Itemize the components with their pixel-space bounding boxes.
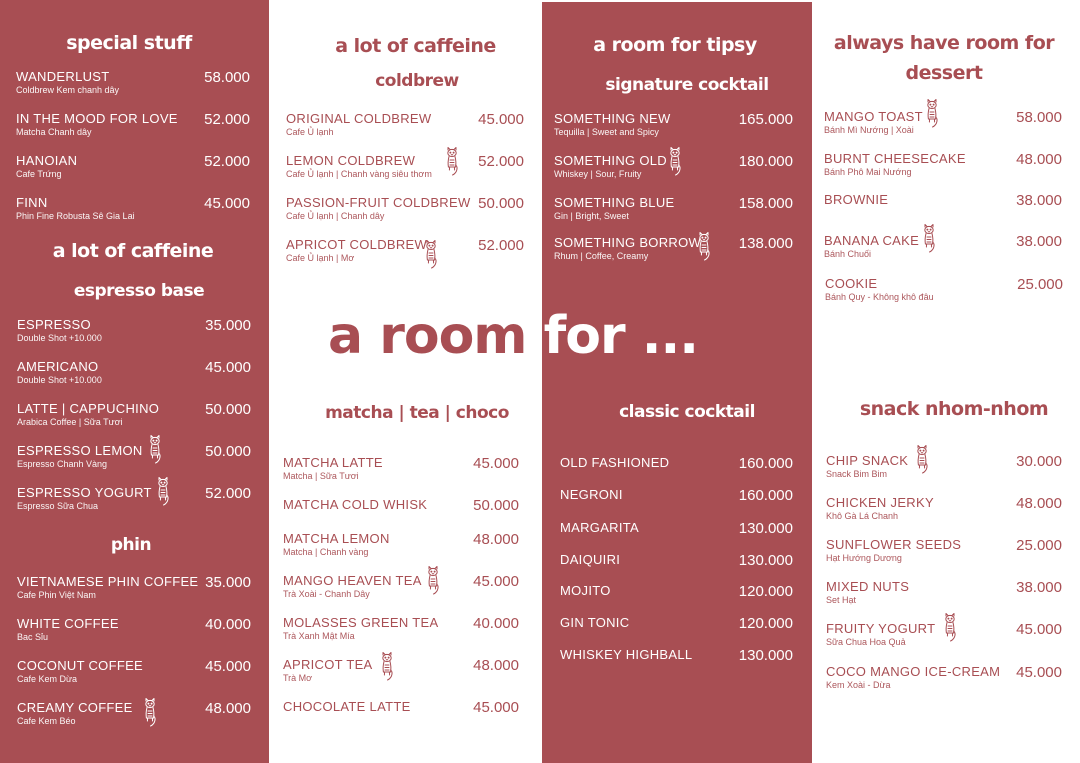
menu-item	[560, 647, 793, 677]
item-price: 45.000	[1016, 664, 1062, 681]
item-name: WHISKEY HIGHBALL	[560, 647, 693, 662]
section-heading-dessert: always have room for	[833, 32, 1055, 54]
menu-column-4	[812, 0, 1080, 763]
item-desc: Matcha | Chanh vàng	[283, 547, 369, 557]
item-price: 52.000	[204, 111, 250, 128]
section-heading-tipsy: a room for tipsy	[593, 34, 757, 56]
item-desc: Kem Xoài - Dừa	[826, 680, 891, 690]
item-price: 38.000	[1016, 579, 1062, 596]
item-price: 180.000	[738, 153, 793, 170]
item-price: 25.000	[1017, 276, 1063, 293]
menu-item	[286, 237, 524, 267]
item-name: ESPRESSO YOGURT	[17, 485, 152, 500]
menu-item	[826, 537, 1062, 567]
menu-item	[16, 153, 250, 183]
menu-item	[17, 485, 251, 515]
item-price: 48.000	[473, 657, 519, 674]
item-price: 48.000	[1016, 151, 1062, 168]
menu-item	[17, 317, 251, 347]
item-desc: Cafe Kem Béo	[17, 716, 76, 726]
menu-item	[554, 111, 793, 141]
item-desc: Khô Gà Lá Chanh	[826, 511, 899, 521]
menu-item	[825, 276, 1063, 306]
item-price: 58.000	[1016, 109, 1062, 126]
item-desc: Sữa Chua Hoa Quả	[826, 637, 906, 647]
item-price: 40.000	[205, 616, 251, 633]
item-name: MARGARITA	[560, 520, 640, 535]
item-desc: Bac Sỉu	[17, 632, 49, 642]
menu-item	[17, 443, 251, 473]
menu-item	[283, 615, 519, 645]
item-desc: Cafe Trứng	[16, 169, 62, 179]
item-price: 38.000	[1016, 233, 1062, 250]
item-name: ESPRESSO LEMON	[17, 443, 143, 458]
menu-item	[17, 616, 251, 646]
item-name: BURNT CHEESECAKE	[824, 151, 966, 166]
item-price: 165.000	[738, 111, 793, 128]
item-price: 48.000	[1016, 495, 1062, 512]
menu-column-3	[542, 2, 812, 763]
menu-item	[16, 111, 250, 141]
item-name: MANGO HEAVEN TEA	[283, 573, 422, 588]
item-price: 45.000	[1016, 621, 1062, 638]
item-name: BANANA CAKE	[824, 233, 920, 248]
item-desc: Cafe Ủ lạnh	[286, 127, 334, 137]
item-name: VIETNAMESE PHIN COFFEE	[17, 574, 199, 589]
menu-item	[286, 111, 524, 141]
menu-item	[17, 574, 251, 604]
item-name: SOMETHING BORROW	[554, 235, 702, 250]
cat-icon	[380, 651, 394, 683]
item-name: WHITE COFFEE	[17, 616, 119, 631]
item-price: 45.000	[205, 658, 251, 675]
item-price: 48.000	[473, 531, 519, 548]
item-name: OLD FASHIONED	[560, 455, 670, 470]
item-desc: Bánh Quy - Không khô đâu	[825, 292, 934, 302]
item-price: 45.000	[478, 111, 524, 128]
item-desc: Trà Xanh Mật Mía	[283, 631, 355, 641]
item-name: COOKIE	[825, 276, 878, 291]
item-price: 25.000	[1016, 537, 1062, 554]
menu-item	[283, 455, 519, 485]
item-price: 120.000	[738, 583, 793, 600]
section-heading-classic: classic cocktail	[619, 402, 755, 422]
item-name: SUNFLOWER SEEDS	[826, 537, 962, 552]
menu-item	[826, 579, 1062, 609]
item-desc: Matcha Chanh dây	[16, 127, 92, 137]
menu-item	[283, 573, 519, 603]
item-desc: Arabica Coffee | Sữa Tươi	[17, 417, 123, 427]
item-desc: Phin Fine Robusta Sê Gia Lai	[16, 211, 135, 221]
item-desc: Set Hạt	[826, 595, 857, 605]
item-desc: Cafe Ủ lạnh | Chanh vàng siêu thơm	[286, 169, 432, 179]
item-name: AMERICANO	[17, 359, 99, 374]
item-price: 130.000	[738, 647, 793, 664]
item-name: APRICOT TEA	[283, 657, 373, 672]
menu-item	[560, 455, 793, 485]
item-price: 50.000	[473, 497, 519, 514]
section-subheading-phin: phin	[110, 535, 152, 555]
item-desc: Cafe Phin Việt Nam	[17, 590, 96, 600]
item-desc: Bánh Phô Mai Nướng	[824, 167, 912, 177]
cat-icon	[697, 231, 711, 263]
menu-item	[824, 109, 1062, 139]
item-price: 45.000	[205, 359, 251, 376]
item-price: 160.000	[738, 487, 793, 504]
item-desc: Espresso Sữa Chua	[17, 501, 99, 511]
menu-item	[283, 531, 519, 561]
item-desc: Bánh Mì Nướng | Xoài	[824, 125, 914, 135]
item-price: 130.000	[738, 520, 793, 537]
item-price: 58.000	[204, 69, 250, 86]
item-name: MOLASSES GREEN TEA	[283, 615, 439, 630]
menu-item	[554, 195, 793, 225]
item-price: 45.000	[204, 195, 250, 212]
menu-item	[17, 359, 251, 389]
section-subheading-signature: signature cocktail	[605, 75, 769, 95]
cat-icon	[426, 565, 440, 597]
item-desc: Cafe Kem Dừa	[17, 674, 78, 684]
item-desc: Double Shot +10.000	[17, 333, 102, 343]
menu-item	[286, 195, 524, 225]
item-name: MANGO TOAST	[824, 109, 923, 124]
item-name: HANOIAN	[16, 153, 78, 168]
item-price: 35.000	[205, 317, 251, 334]
item-price: 30.000	[1016, 453, 1062, 470]
section-heading-dessert-2: dessert	[905, 62, 983, 84]
menu-item	[16, 195, 250, 225]
menu-item	[283, 657, 519, 687]
item-name: CHIP SNACK	[826, 453, 909, 468]
cat-icon	[148, 434, 162, 466]
item-price: 130.000	[738, 552, 793, 569]
item-price: 138.000	[738, 235, 793, 252]
item-desc: Rhum | Coffee, Creamy	[554, 251, 649, 261]
item-name: COCO MANGO ICE-CREAM	[826, 664, 1001, 679]
item-desc: Matcha | Sữa Tươi	[283, 471, 359, 481]
section-subheading-espresso: espresso base	[73, 281, 205, 301]
item-desc: Trà Xoài - Chanh Dây	[283, 589, 370, 599]
item-name: MATCHA LEMON	[283, 531, 390, 546]
menu-item	[17, 658, 251, 688]
item-name: GIN TONIC	[560, 615, 630, 630]
item-name: SOMETHING BLUE	[554, 195, 675, 210]
menu-item	[824, 192, 1062, 222]
item-desc: Tequilla | Sweet and Spicy	[554, 127, 659, 137]
menu-item	[554, 235, 793, 265]
item-desc: Bánh Chuối	[824, 249, 872, 259]
section-heading-matcha: matcha | tea | choco	[325, 403, 509, 423]
item-price: 52.000	[478, 153, 524, 170]
menu-item	[560, 615, 793, 645]
item-desc: Gin | Bright, Sweet	[554, 211, 629, 221]
item-name: MATCHA LATTE	[283, 455, 383, 470]
item-desc: Cafe Ủ lạnh | Chanh dây	[286, 211, 385, 221]
section-heading-caffeine: a lot of caffeine	[52, 240, 214, 262]
item-name: FRUITY YOGURT	[826, 621, 936, 636]
item-name: PASSION-FRUIT COLDBREW	[286, 195, 471, 210]
item-price: 158.000	[738, 195, 793, 212]
cat-icon	[925, 98, 939, 130]
menu-item	[824, 233, 1062, 263]
item-price: 45.000	[473, 573, 519, 590]
item-name: APRICOT COLDBREW	[286, 237, 428, 252]
item-name: MOJITO	[560, 583, 611, 598]
menu-column-2	[269, 0, 542, 763]
menu-item	[826, 495, 1062, 525]
item-name: BROWNIE	[824, 192, 889, 207]
item-name: SOMETHING NEW	[554, 111, 671, 126]
item-price: 120.000	[738, 615, 793, 632]
item-desc: Whiskey | Sour, Fruity	[554, 169, 642, 179]
menu-item	[560, 487, 793, 517]
item-name: WANDERLUST	[16, 69, 110, 84]
item-name: SOMETHING OLD	[554, 153, 667, 168]
item-price: 35.000	[205, 574, 251, 591]
item-name: CHOCOLATE LATTE	[283, 699, 411, 714]
menu-item	[286, 153, 524, 183]
cat-icon	[943, 612, 957, 644]
item-name: FINN	[16, 195, 48, 210]
item-price: 50.000	[478, 195, 524, 212]
item-name: ORIGINAL COLDBREW	[286, 111, 432, 126]
item-price: 38.000	[1016, 192, 1062, 209]
item-name: CREAMY COFFEE	[17, 700, 133, 715]
menu-item	[17, 700, 251, 730]
item-price: 50.000	[205, 443, 251, 460]
item-name: IN THE MOOD FOR LOVE	[16, 111, 178, 126]
menu-title-right: for ...	[543, 306, 698, 366]
item-price: 52.000	[205, 485, 251, 502]
menu-item	[826, 453, 1062, 483]
item-name: NEGRONI	[560, 487, 623, 502]
menu-item	[283, 497, 519, 527]
cat-icon	[922, 223, 936, 255]
item-name: DAIQUIRI	[560, 552, 621, 567]
menu-item	[560, 520, 793, 550]
item-desc: Double Shot +10.000	[17, 375, 102, 385]
cat-icon	[143, 697, 157, 729]
item-name: CHICKEN JERKY	[826, 495, 934, 510]
item-desc: Trà Mơ	[283, 673, 313, 683]
menu-item	[826, 664, 1062, 694]
item-price: 40.000	[473, 615, 519, 632]
cat-icon	[424, 239, 438, 271]
item-price: 50.000	[205, 401, 251, 418]
section-subheading-coldbrew: coldbrew	[375, 71, 459, 91]
section-heading-special: special stuff	[66, 32, 192, 54]
item-name: COCONUT COFFEE	[17, 658, 144, 673]
item-desc: Coldbrew Kem chanh dây	[16, 85, 120, 95]
menu-column-1	[0, 0, 269, 763]
cat-icon	[156, 476, 170, 508]
item-price: 45.000	[473, 455, 519, 472]
item-price: 52.000	[478, 237, 524, 254]
menu-item	[560, 583, 793, 613]
item-name: ESPRESSO	[17, 317, 91, 332]
item-name: MIXED NUTS	[826, 579, 910, 594]
item-desc: Hạt Hướng Dương	[826, 553, 902, 563]
item-name: LEMON COLDBREW	[286, 153, 416, 168]
item-name: LATTE | CAPPUCHINO	[17, 401, 160, 416]
menu-item	[560, 552, 793, 582]
section-heading-snack: snack nhom-nhom	[859, 398, 1049, 420]
item-price: 48.000	[205, 700, 251, 717]
item-price: 160.000	[738, 455, 793, 472]
item-price: 45.000	[473, 699, 519, 716]
cat-icon	[445, 146, 459, 178]
menu-item	[16, 69, 250, 99]
menu-item	[17, 401, 251, 431]
item-desc: Snack Bim Bim	[826, 469, 888, 479]
cat-icon	[915, 444, 929, 476]
section-heading-caffeine: a lot of caffeine	[335, 35, 496, 57]
menu-item	[283, 699, 519, 729]
item-desc: Espresso Chanh Vàng	[17, 459, 108, 469]
menu-title-left: a room	[328, 306, 527, 366]
item-desc: Cafe Ủ lạnh | Mơ	[286, 253, 355, 263]
cat-icon	[668, 146, 682, 178]
menu-title	[328, 300, 698, 372]
item-name: MATCHA COLD WHISK	[283, 497, 428, 512]
menu-item	[824, 151, 1062, 181]
item-price: 52.000	[204, 153, 250, 170]
